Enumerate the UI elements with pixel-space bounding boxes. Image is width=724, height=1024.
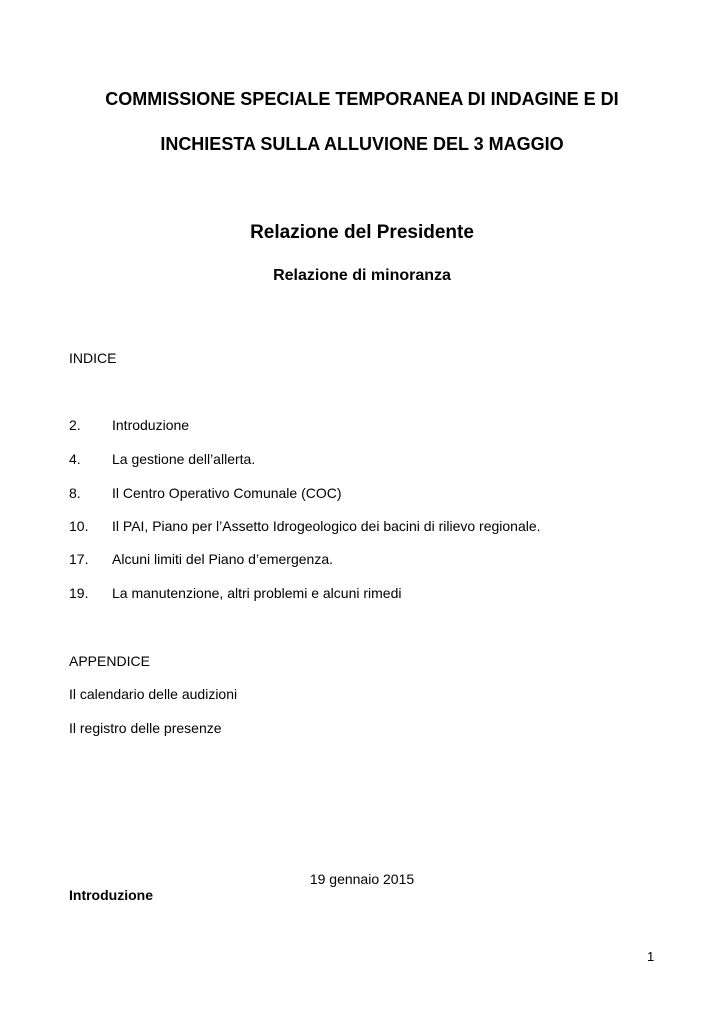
index-item-number: 10.: [69, 518, 89, 534]
document-date: 19 gennaio 2015: [309, 871, 415, 887]
appendix-item-register: Il registro delle presenze: [69, 720, 222, 736]
index-item-label: La gestione dell’allerta.: [112, 451, 256, 467]
index-heading: INDICE: [69, 350, 117, 366]
index-item-number: 4.: [69, 451, 81, 467]
document-title-line-1: COMMISSIONE SPECIALE TEMPORANEA DI INDAGINE E DI: [105, 89, 619, 109]
index-item-number: 19.: [69, 585, 89, 601]
appendix-heading: APPENDICE: [69, 653, 150, 669]
section-heading-introduction: Introduzione: [69, 887, 153, 903]
index-item-label: Il PAI, Piano per l’Assetto Idrogeologico dei bacini di rilievo regionale.: [112, 518, 541, 534]
index-item-label: Introduzione: [112, 417, 190, 433]
report-subtitle-minority: Relazione di minoranza: [273, 267, 451, 284]
index-item-number: 2.: [69, 417, 81, 433]
page-number: 1: [647, 949, 655, 964]
index-item-number: 17.: [69, 551, 89, 567]
index-item-label: Alcuni limiti del Piano d’emergenza.: [112, 551, 333, 567]
index-item-number: 8.: [69, 485, 81, 501]
index-item-label: La manutenzione, altri problemi e alcuni rimedi: [112, 585, 402, 601]
index-item-label: Il Centro Operativo Comunale (COC): [112, 485, 342, 501]
document-title-line-2: INCHIESTA SULLA ALLUVIONE DEL 3 MAGGIO: [160, 134, 564, 154]
report-subtitle-president: Relazione del Presidente: [250, 222, 474, 243]
appendix-item-calendar: Il calendario delle audizioni: [69, 686, 238, 702]
